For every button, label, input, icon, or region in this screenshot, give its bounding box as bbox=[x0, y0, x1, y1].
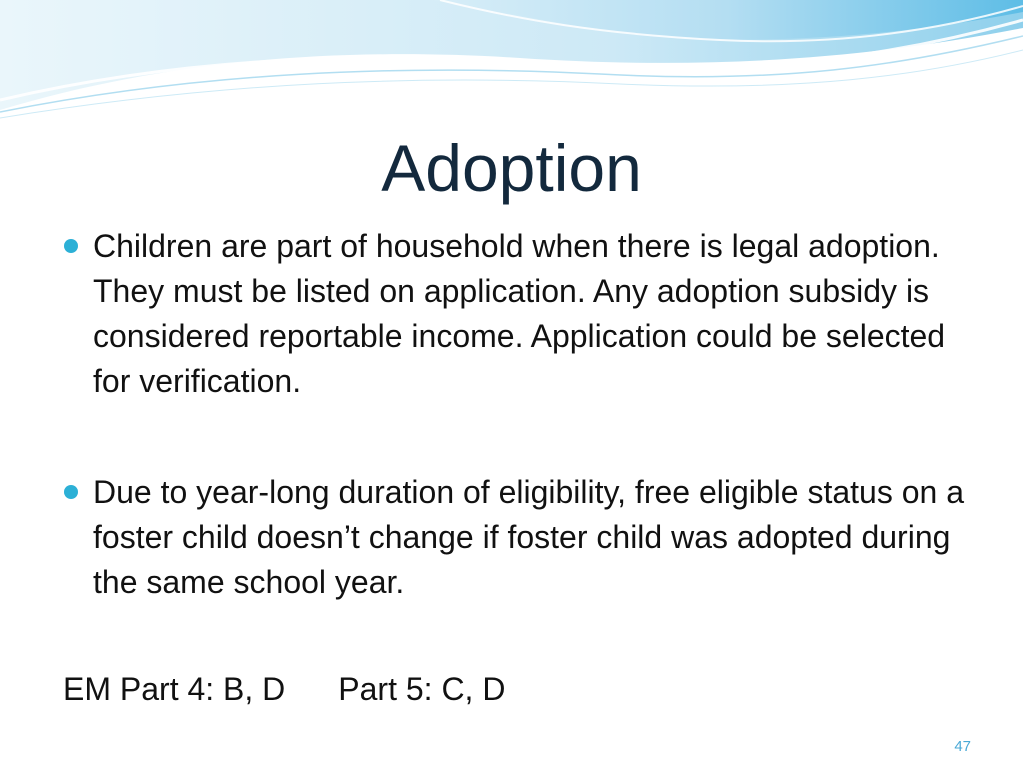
em-part-4-reference: EM Part 4: B, D bbox=[63, 671, 286, 707]
bullet-dot-icon bbox=[64, 485, 78, 499]
bullet-item-foster-eligibility bbox=[64, 470, 984, 605]
bullet-list bbox=[64, 224, 984, 605]
header-wave-decoration bbox=[0, 0, 1023, 130]
bullet-dot-icon bbox=[64, 239, 78, 253]
page-number: 47 bbox=[954, 738, 971, 755]
slide-title: Adoption bbox=[381, 131, 642, 205]
bullet-item-adoption-household bbox=[64, 224, 984, 404]
em-reference-line bbox=[63, 667, 505, 712]
part-5-reference: Part 5: C, D bbox=[338, 671, 506, 707]
bullet-text: Children are part of household when there is legal adoption. They must be listed on application. Any adoption subsidy is considered reportable income. Application could be selected for verification. bbox=[93, 228, 946, 399]
bullet-text: Due to year-long duration of eligibility, free eligible status on a foster child doesn’t change if foster child was adopted during the same school year. bbox=[93, 474, 965, 600]
